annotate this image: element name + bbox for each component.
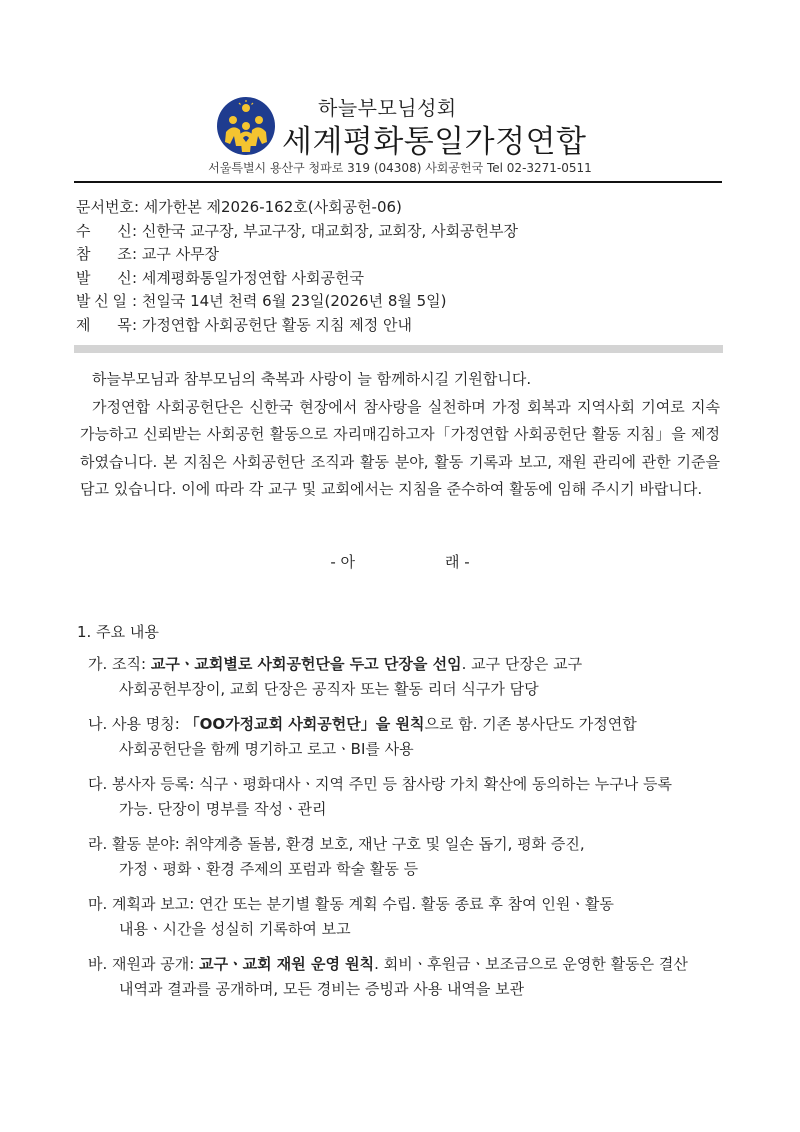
item-label: 조직: (112, 655, 147, 673)
meta-value: 천일국 14년 천력 6월 23일(2026년 8월 5일) (141, 292, 447, 310)
item-label: 사용 명칭: (112, 715, 180, 733)
meta-label: 참 조 (76, 245, 132, 263)
item-marker: 라. (88, 835, 108, 853)
list-item (88, 892, 724, 942)
item-continuation: 내역과 결과를 공개하며, 모든 경비는 증빙과 사용 내역을 보관 (119, 980, 525, 998)
meta-value: 신한국 교구장, 부교구장, 대교회장, 교회장, 사회공헌부장 (141, 221, 519, 240)
section-title: 1. 주요 내용 (77, 623, 159, 641)
item-continuation: 사회공헌단을 함께 명기하고 로고ㆍBI를 사용 (119, 740, 414, 758)
meta-value: 세계평화통일가정연합 사회공헌국 (141, 268, 364, 287)
item-marker: 다. (88, 775, 108, 793)
item-continuation: 가능. 단장이 명부를 작성ㆍ관리 (119, 800, 327, 818)
item-text: 취약계층 돌봄, 환경 보호, 재난 구호 및 일손 돕기, 평화 증진, (184, 835, 585, 853)
item-label: 재원과 공개: (112, 955, 195, 973)
item-label: 계획과 보고: (112, 895, 195, 913)
content-list (88, 652, 724, 1012)
item-emphasis: 「OO가정교회 사회공헌단」을 원칙 (184, 715, 425, 733)
document-meta (76, 196, 726, 337)
list-item (88, 952, 724, 1002)
item-label: 활동 분야: (112, 835, 180, 853)
below-marker-left: - 아 (330, 553, 355, 571)
item-continuation: 가정ㆍ평화ㆍ환경 주제의 포럼과 학술 활동 등 (119, 860, 419, 878)
meta-reference: 참 조: 교구 사무장 (76, 243, 726, 267)
item-text: 연간 또는 분기별 활동 계획 수립. 활동 종료 후 참여 인원ㆍ활동 (199, 895, 614, 913)
header-divider (74, 181, 722, 183)
list-item (88, 772, 724, 822)
meta-subject: 제 목: 가정연합 사회공헌단 활동 지침 제정 안내 (76, 314, 726, 338)
item-continuation: 내용ㆍ시간을 성실히 기록하여 보고 (119, 920, 351, 938)
meta-value: 교구 사무장 (141, 245, 220, 263)
item-label: 봉사자 등록: (112, 775, 195, 793)
org-address: 서울특별시 용산구 청파로 319 (04308) 사회공헌국 Tel 02-3271-0511 (208, 161, 592, 175)
meta-label: 수 신 (76, 221, 132, 240)
meta-date: 발 신 일 : 천일국 14년 천력 6월 23일(2026년 8월 5일) (76, 290, 726, 314)
item-marker: 가. (88, 655, 108, 673)
meta-value: 가정연합 사회공헌단 활동 지침 제정 안내 (141, 315, 413, 334)
family-federation-logo-icon (216, 96, 276, 156)
meta-label: 발 신 (76, 268, 132, 287)
meta-sender: 발 신: 세계평화통일가정연합 사회공헌국 (76, 267, 726, 291)
item-marker: 마. (88, 895, 108, 913)
meta-label: 제 목 (76, 315, 132, 334)
item-marker: 나. (88, 715, 108, 733)
item-emphasis: 교구ㆍ교회별로 사회공헌단을 두고 단장을 선임 (150, 655, 462, 673)
below-marker-right: 래 - (445, 553, 470, 571)
meta-divider (74, 345, 723, 353)
item-emphasis: 교구ㆍ교회 재원 운영 원칙 (199, 955, 375, 973)
meta-doc-no: 문서번호: 세가한본 제2026-162호(사회공헌-06) (76, 198, 402, 216)
greeting-paragraph: 하늘부모님과 참부모님의 축복과 사랑이 늘 함께하시길 기원합니다. (92, 370, 532, 388)
item-text: . 교구 단장은 교구 (461, 655, 583, 673)
item-marker: 바. (88, 955, 108, 973)
item-text: 으로 함. 기존 봉사단도 가정연합 (424, 715, 637, 733)
letter-body (80, 366, 720, 504)
below-marker (0, 551, 800, 572)
main-paragraph: 가정연합 사회공헌단은 신한국 현장에서 참사랑을 실천하며 가정 회복과 지역사회 기여로 지속 가능하고 신뢰받는 사회공헌 활동으로 자리매김하고자「가정연합 사회공헌단 활동 지침」을 제정하였습니다. 본 지침은 사회공헌단 조직과 활동 분야, 활동 기록과 보고, 재원 관리에 관한 기준을 담고 있습니다. 이에 따라 각 교구 및 교회에서는 지침을 준수하여 활동에 임해 주시기 바랍니다. (80, 397, 720, 498)
org-subtitle: 하늘부모님성회 (318, 96, 457, 120)
item-continuation: 사회공헌부장이, 교회 단장은 공직자 또는 활동 리더 식구가 담당 (119, 680, 539, 698)
list-item (88, 652, 724, 702)
meta-label: 문서번호 (76, 198, 134, 216)
meta-recipient: 수 신: 신한국 교구장, 부교구장, 대교회장, 교회장, 사회공헌부장 (76, 220, 726, 244)
org-title: 세계평화통일가정연합 (282, 124, 587, 160)
item-text: . 회비ㆍ후원금ㆍ보조금으로 운영한 활동은 결산 (374, 955, 688, 973)
list-item (88, 832, 724, 882)
meta-label: 발 신 일 (76, 292, 128, 310)
meta-value: 세가한본 제2026-162호(사회공헌-06) (143, 198, 402, 216)
item-text: 식구ㆍ평화대사ㆍ지역 주민 등 참사랑 가치 확산에 동의하는 누구나 등록 (199, 775, 672, 793)
list-item (88, 712, 724, 762)
